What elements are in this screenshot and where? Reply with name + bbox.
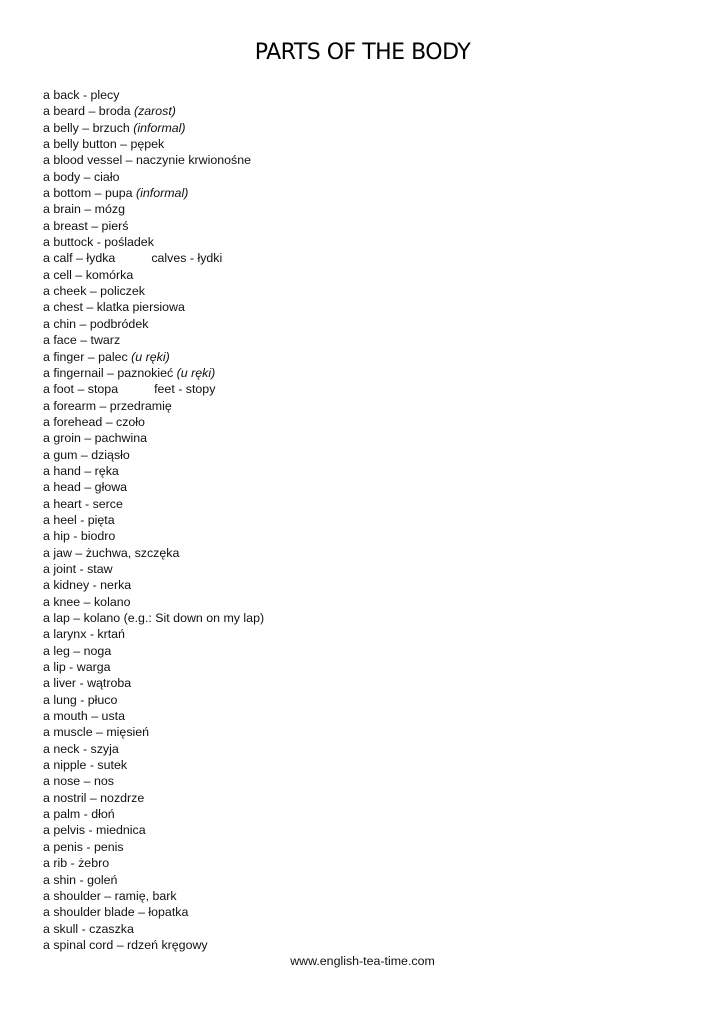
vocab-term: a muscle – mięsień xyxy=(43,725,150,740)
vocab-entry xyxy=(43,528,264,544)
vocab-entry xyxy=(43,218,264,234)
vocab-entry xyxy=(43,773,264,789)
vocab-term: a finger – palec xyxy=(43,349,132,364)
vocab-term: a nipple - sutek xyxy=(43,758,128,773)
vocab-entry xyxy=(43,479,264,495)
vocab-term: a skull - czaszka xyxy=(43,921,134,936)
vocab-term: a nostril – nozdrze xyxy=(43,790,145,805)
vocab-term: a forehead – czoło xyxy=(43,414,145,429)
vocab-entry xyxy=(43,234,264,250)
vocab-term: a penis - penis xyxy=(43,839,124,854)
vocab-entry xyxy=(43,316,264,332)
vocab-entry xyxy=(43,790,264,806)
vocab-term: a larynx - krtań xyxy=(43,627,125,642)
vocab-entry xyxy=(43,365,264,381)
vocab-entry xyxy=(43,561,264,577)
vocab-term: a knee – kolano xyxy=(43,594,131,609)
vocab-term: a hip - biodro xyxy=(43,529,116,544)
vocab-entry xyxy=(43,643,264,659)
vocab-term: a cell – komórka xyxy=(43,267,134,282)
vocab-entry xyxy=(43,659,264,675)
vocab-term: a foot – stopa xyxy=(43,382,119,397)
vocab-entry xyxy=(43,904,264,920)
vocab-entry xyxy=(43,822,264,838)
vocab-term: a rib - żebro xyxy=(43,856,110,871)
vocab-entry xyxy=(43,381,264,397)
vocab-term: a spinal cord – rdzeń kręgowy xyxy=(43,937,208,952)
vocab-term: a nose – nos xyxy=(43,774,114,789)
vocab-term: a blood vessel – naczynie krwionośne xyxy=(43,153,252,168)
vocab-term: a fingernail – paznokieć xyxy=(43,365,177,380)
vocab-entry xyxy=(43,724,264,740)
vocab-entry xyxy=(43,888,264,904)
vocab-term: a calf – łydka xyxy=(43,251,116,266)
vocab-entry xyxy=(43,169,264,185)
vocab-term: a back - plecy xyxy=(43,88,120,102)
vocab-term: a cheek – policzek xyxy=(43,284,145,299)
footer-url: www.english-tea-time.com xyxy=(290,954,435,968)
vocab-entry xyxy=(43,937,264,953)
vocab-note: (u ręki) xyxy=(131,349,170,364)
vocab-entry xyxy=(43,921,264,937)
vocab-entry xyxy=(43,496,264,512)
vocab-entry xyxy=(43,626,264,642)
vocab-entry xyxy=(43,87,264,103)
vocab-entry xyxy=(43,414,264,430)
vocab-term: a chest – klatka piersiowa xyxy=(43,300,185,315)
vocab-entry xyxy=(43,806,264,822)
page-title: PARTS OF THE BODY xyxy=(254,40,471,65)
vocab-entry xyxy=(43,839,264,855)
vocab-term: a head – głowa xyxy=(43,480,128,495)
vocab-term: a liver - wątroba xyxy=(43,676,132,691)
vocab-term: a forearm – przedramię xyxy=(43,398,172,413)
vocab-entry xyxy=(43,398,264,414)
vocab-term: a palm - dłoń xyxy=(43,807,115,822)
vocab-entry xyxy=(43,283,264,299)
vocab-entry xyxy=(43,757,264,773)
vocab-term: a pelvis - miednica xyxy=(43,823,146,838)
vocab-term: a jaw – żuchwa, szczęka xyxy=(43,545,180,560)
vocab-entry xyxy=(43,185,264,201)
vocab-term: a belly button – pępek xyxy=(43,137,165,152)
vocab-entry xyxy=(43,692,264,708)
vocab-entry xyxy=(43,545,264,561)
vocab-entry xyxy=(43,250,264,266)
vocab-term: a joint - staw xyxy=(43,561,113,576)
vocab-entry xyxy=(43,512,264,528)
vocab-term: a bottom – pupa xyxy=(43,186,136,201)
vocab-entry xyxy=(43,201,264,217)
vocab-term: a heel - pięta xyxy=(43,512,115,527)
vocab-term: a buttock - pośladek xyxy=(43,235,154,250)
vocab-term: a face – twarz xyxy=(43,333,121,348)
vocab-note: (u ręki) xyxy=(176,365,216,380)
vocab-entry xyxy=(43,136,264,152)
vocab-entry xyxy=(43,708,264,724)
vocab-entry xyxy=(43,741,264,757)
vocab-entry xyxy=(43,610,264,626)
vocab-plural: calves - łydki xyxy=(151,251,223,266)
vocab-term: a brain – mózg xyxy=(43,202,125,217)
vocab-entry xyxy=(43,675,264,691)
vocab-term: a belly – brzuch xyxy=(43,120,134,135)
vocab-entry xyxy=(43,120,264,136)
vocab-term: a lung - płuco xyxy=(43,692,118,707)
vocab-term: a groin – pachwina xyxy=(43,431,148,446)
vocab-entry xyxy=(43,872,264,888)
vocab-term: a leg – noga xyxy=(43,643,112,658)
vocabulary-list xyxy=(43,87,264,953)
vocab-term: a breast – pierś xyxy=(43,218,129,233)
vocab-term: a shin - goleń xyxy=(43,872,118,887)
vocab-term: a beard – broda xyxy=(43,104,134,119)
vocab-plural: feet - stopy xyxy=(154,382,216,397)
vocab-note: (informal) xyxy=(136,186,189,201)
vocab-term: a lap – kolano (e.g.: Sit down on my lap) xyxy=(43,611,265,625)
vocab-entry xyxy=(43,430,264,446)
vocab-term: a shoulder – ramię, bark xyxy=(43,888,177,903)
vocab-note: (zarost) xyxy=(133,104,176,119)
vocab-entry xyxy=(43,349,264,365)
vocab-entry xyxy=(43,332,264,348)
vocab-entry xyxy=(43,594,264,610)
vocab-term: a chin – podbródek xyxy=(43,316,149,331)
vocab-entry xyxy=(43,152,264,168)
vocab-term: a kidney - nerka xyxy=(43,578,132,593)
vocab-entry xyxy=(43,267,264,283)
vocab-entry xyxy=(43,463,264,479)
vocab-term: a body – ciało xyxy=(43,169,120,184)
vocab-term: a gum – dziąsło xyxy=(43,447,130,462)
vocab-term: a heart - serce xyxy=(43,496,123,511)
vocab-entry xyxy=(43,103,264,119)
vocab-term: a mouth – usta xyxy=(43,709,125,724)
vocab-entry xyxy=(43,299,264,315)
vocab-term: a lip - warga xyxy=(43,660,111,675)
vocab-entry xyxy=(43,577,264,593)
vocab-note: (informal) xyxy=(133,120,186,135)
vocab-term: a hand – ręka xyxy=(43,463,119,478)
vocab-entry xyxy=(43,855,264,871)
vocab-term: a neck - szyja xyxy=(43,741,119,756)
vocab-term: a shoulder blade – łopatka xyxy=(43,905,189,920)
vocab-entry xyxy=(43,447,264,463)
